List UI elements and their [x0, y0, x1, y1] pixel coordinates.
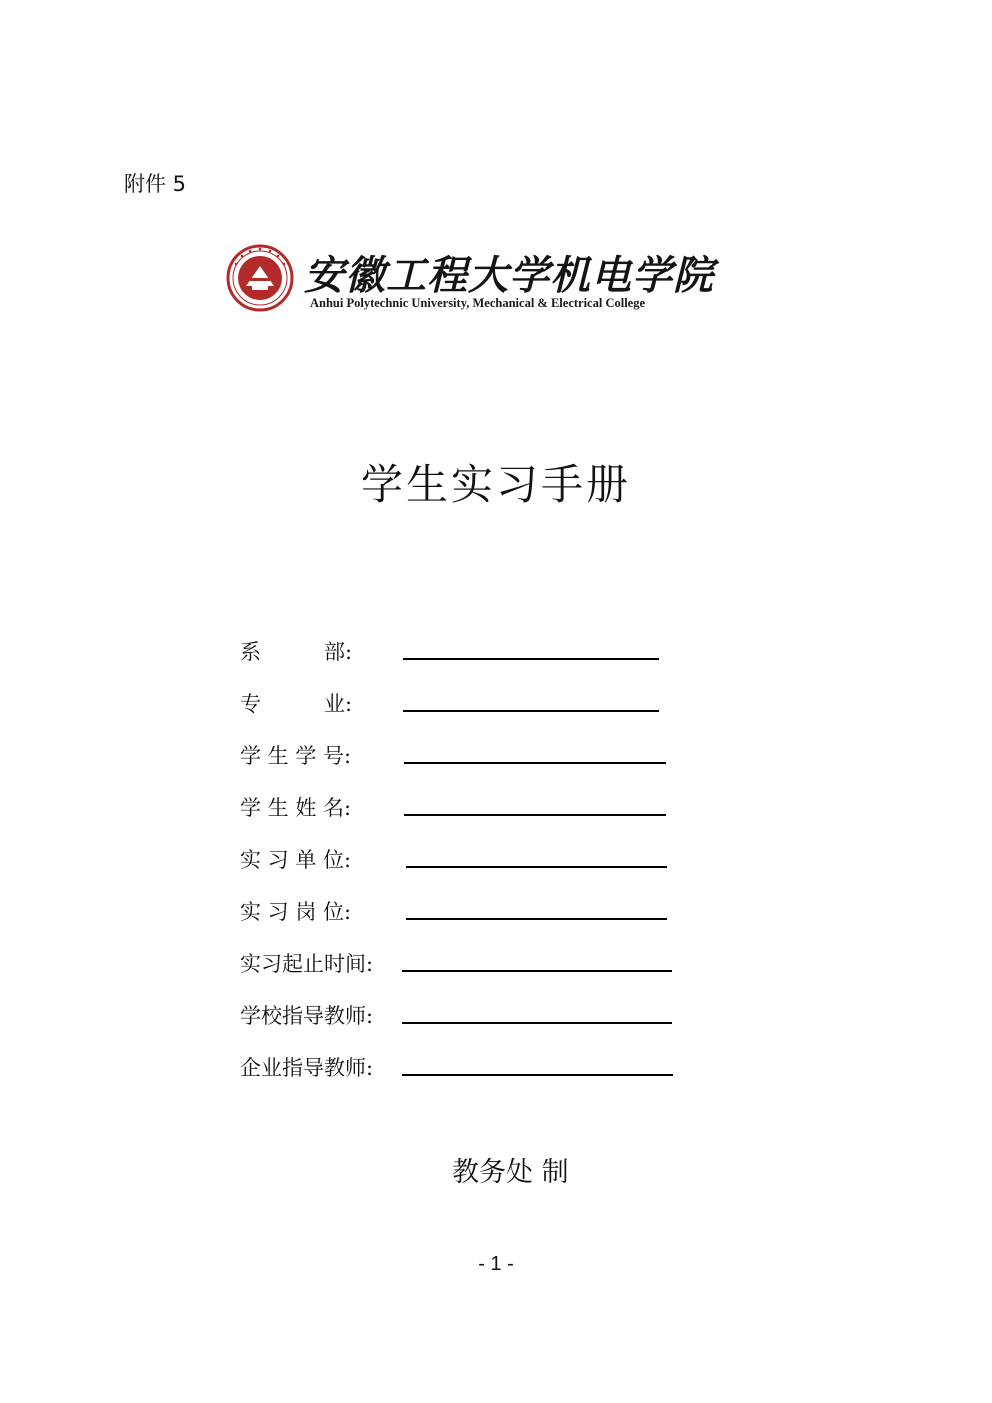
field-label: 企业指导教师: [240, 1056, 374, 1080]
college-name-en: Anhui Polytechnic University, Mechanical & Electrical College [310, 296, 646, 310]
field-blank-line[interactable] [403, 710, 659, 712]
field-label: 学校指导教师: [240, 1004, 374, 1028]
college-name-cn: 安徽工程大学机电学院 [304, 252, 714, 299]
field-blank-line[interactable] [402, 1074, 673, 1076]
field-blank-line[interactable] [404, 814, 666, 816]
field-label: 专 业: [240, 692, 353, 716]
college-seal-icon [226, 244, 294, 312]
field-blank-line[interactable] [406, 918, 667, 920]
issuer-text: 教务处 制 [452, 1157, 569, 1188]
field-blank-line[interactable] [402, 1022, 672, 1024]
college-logo [226, 242, 721, 314]
field-label: 实 习 单 位: [240, 848, 352, 872]
attachment-label: 附件 5 [124, 172, 187, 196]
field-blank-line[interactable] [403, 658, 659, 660]
field-label: 学 生 姓 名: [240, 796, 352, 820]
field-blank-line[interactable] [406, 866, 667, 868]
field-blank-line[interactable] [402, 970, 672, 972]
field-label: 学 生 学 号: [240, 744, 352, 768]
field-label: 系 部: [240, 640, 353, 664]
field-blank-line[interactable] [404, 762, 666, 764]
field-label: 实习起止时间: [240, 952, 374, 976]
field-label: 实 习 岗 位: [240, 900, 352, 924]
page-title: 学生实习手册 [360, 460, 631, 509]
page-number: - 1 - [478, 1253, 514, 1275]
